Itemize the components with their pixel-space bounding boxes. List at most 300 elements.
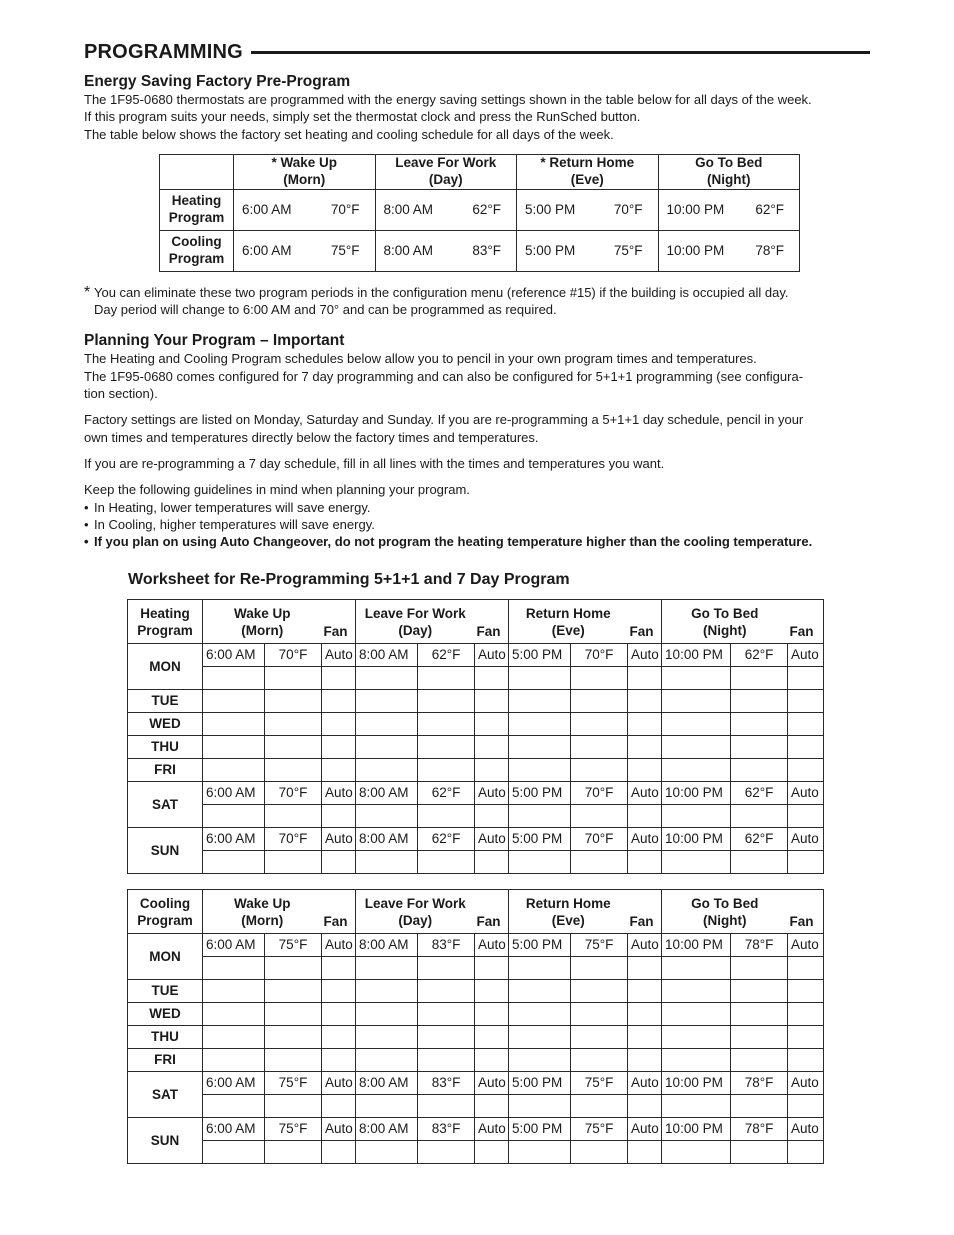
temp-cell — [731, 690, 788, 713]
blank-cell — [265, 1141, 322, 1164]
fan-cell — [322, 690, 356, 713]
blank-cell — [322, 851, 356, 874]
blank-cell — [628, 1141, 662, 1164]
day-label: MON — [128, 934, 203, 980]
worksheet-row — [128, 980, 824, 1003]
fan-cell — [628, 980, 662, 1003]
temp-cell: 70°F — [265, 644, 322, 667]
factory-row-label: Heating Program — [160, 189, 234, 230]
cooling-worksheet-table — [127, 889, 824, 1164]
temp-cell — [265, 690, 322, 713]
time-cell — [356, 1026, 418, 1049]
blank-cell — [509, 957, 571, 980]
factory-time-cell: 5:00 PM — [517, 189, 588, 230]
time-cell — [662, 759, 731, 782]
blank-cell — [788, 1095, 824, 1118]
temp-cell: 75°F — [571, 1118, 628, 1141]
program-label-cell: Cooling Program — [128, 890, 203, 934]
day-label: FRI — [128, 1049, 203, 1072]
time-cell: 8:00 AM — [356, 1072, 418, 1095]
energy-heading: Energy Saving Factory Pre-Program — [84, 73, 351, 90]
blank-cell — [475, 1141, 509, 1164]
worksheet-row — [128, 782, 824, 805]
day-label: FRI — [128, 759, 203, 782]
temp-cell: 78°F — [731, 934, 788, 957]
temp-cell: 62°F — [731, 782, 788, 805]
time-cell — [203, 1049, 265, 1072]
blank-cell — [662, 851, 731, 874]
time-cell: 6:00 AM — [203, 828, 265, 851]
temp-cell — [418, 1049, 475, 1072]
blank-cell — [571, 667, 628, 690]
factory-header-row — [160, 154, 800, 189]
blank-cell — [322, 1141, 356, 1164]
blank-cell — [475, 667, 509, 690]
blank-cell — [265, 1095, 322, 1118]
time-cell: 5:00 PM — [509, 644, 571, 667]
blank-cell — [418, 1141, 475, 1164]
temp-cell — [265, 736, 322, 759]
guideline-item: • In Heating, lower temperatures will save energy. — [84, 499, 371, 515]
time-cell: 5:00 PM — [509, 1118, 571, 1141]
temp-cell — [418, 1026, 475, 1049]
blank-cell — [322, 805, 356, 828]
fan-header: Fan — [322, 890, 356, 934]
blank-cell — [509, 851, 571, 874]
temp-cell — [265, 713, 322, 736]
factory-header-return: * Return Home (Eve) — [517, 154, 659, 189]
factory-temp-cell: 62°F — [729, 189, 800, 230]
fan-cell: Auto — [628, 934, 662, 957]
time-cell: 6:00 AM — [203, 934, 265, 957]
worksheet-title: Worksheet for Re-Programming 5+1+1 and 7 Day Program — [128, 571, 570, 589]
worksheet-row — [128, 644, 824, 667]
temp-cell: 75°F — [265, 1072, 322, 1095]
factory-program-table — [159, 154, 800, 272]
fan-cell — [788, 736, 824, 759]
factory-time-cell: 6:00 AM — [234, 189, 305, 230]
time-cell — [662, 713, 731, 736]
temp-cell — [571, 736, 628, 759]
factory-time-cell: 8:00 AM — [375, 189, 446, 230]
time-cell — [509, 690, 571, 713]
temp-cell: 83°F — [418, 1118, 475, 1141]
blank-cell — [203, 805, 265, 828]
time-cell: 8:00 AM — [356, 782, 418, 805]
time-cell — [203, 713, 265, 736]
blank-cell — [731, 1141, 788, 1164]
blank-cell — [322, 667, 356, 690]
time-cell — [203, 1026, 265, 1049]
temp-cell: 75°F — [571, 1072, 628, 1095]
worksheet-row — [128, 713, 824, 736]
fan-cell: Auto — [788, 934, 824, 957]
temp-cell — [265, 1049, 322, 1072]
blank-cell — [356, 851, 418, 874]
planning-heading: Planning Your Program – Important — [84, 332, 345, 350]
blank-cell — [788, 667, 824, 690]
blank-cell — [475, 1095, 509, 1118]
period-header: Go To Bed (Night) — [662, 890, 788, 934]
day-label: SAT — [128, 1072, 203, 1118]
day-label: SAT — [128, 782, 203, 828]
time-cell — [356, 736, 418, 759]
time-cell — [356, 980, 418, 1003]
worksheet-row — [128, 828, 824, 851]
temp-cell: 70°F — [265, 782, 322, 805]
fan-cell — [475, 1049, 509, 1072]
fan-cell — [628, 736, 662, 759]
fan-cell — [475, 759, 509, 782]
blank-cell — [731, 805, 788, 828]
energy-line: If this program suits your needs, simply set the thermostat clock and press the RunSched button. — [84, 109, 641, 125]
blank-cell — [731, 957, 788, 980]
factory-temp-cell: 75°F — [304, 230, 375, 271]
blank-cell — [203, 851, 265, 874]
blank-cell — [628, 1095, 662, 1118]
worksheet-blank-row — [128, 851, 824, 874]
blank-cell — [571, 1095, 628, 1118]
temp-cell — [571, 690, 628, 713]
fan-cell — [322, 1003, 356, 1026]
program-label-cell: Heating Program — [128, 600, 203, 644]
fan-header: Fan — [322, 600, 356, 644]
blank-cell — [475, 805, 509, 828]
day-label: MON — [128, 644, 203, 690]
blank-cell — [628, 805, 662, 828]
time-cell: 10:00 PM — [662, 934, 731, 957]
fan-cell — [788, 690, 824, 713]
worksheet-row — [128, 1118, 824, 1141]
blank-cell — [322, 957, 356, 980]
fan-cell — [628, 1003, 662, 1026]
period-header: Go To Bed (Night) — [662, 600, 788, 644]
day-label: TUE — [128, 980, 203, 1003]
worksheet-row — [128, 1072, 824, 1095]
temp-cell — [418, 1003, 475, 1026]
factory-time-cell: 6:00 AM — [234, 230, 305, 271]
blank-cell — [509, 667, 571, 690]
blank-cell — [662, 957, 731, 980]
blank-cell — [788, 1141, 824, 1164]
fan-cell: Auto — [322, 1072, 356, 1095]
temp-cell — [265, 1026, 322, 1049]
planning-text: Factory settings are listed on Monday, Saturday and Sunday. If you are re-programming a 5+1+1 day schedule, pencil in your — [84, 412, 804, 428]
footnote-line: You can eliminate these two program periods in the configuration menu (reference #15) if the building is occupied all day. — [94, 284, 789, 300]
time-cell: 6:00 AM — [203, 644, 265, 667]
temp-cell — [731, 1003, 788, 1026]
fan-cell — [788, 980, 824, 1003]
factory-row — [160, 189, 800, 230]
fan-cell — [628, 713, 662, 736]
day-label: WED — [128, 713, 203, 736]
time-cell — [662, 980, 731, 1003]
time-cell: 8:00 AM — [356, 828, 418, 851]
fan-cell: Auto — [628, 1072, 662, 1095]
fan-cell — [475, 713, 509, 736]
worksheet-row — [128, 1049, 824, 1072]
temp-cell — [731, 759, 788, 782]
blank-cell — [322, 1095, 356, 1118]
temp-cell: 70°F — [571, 782, 628, 805]
temp-cell: 70°F — [265, 828, 322, 851]
worksheet-row — [128, 1003, 824, 1026]
factory-header-bed: Go To Bed (Night) — [658, 154, 800, 189]
fan-cell: Auto — [475, 1072, 509, 1095]
factory-time-cell: 5:00 PM — [517, 230, 588, 271]
page-title: PROGRAMMING — [84, 40, 243, 63]
blank-cell — [203, 1095, 265, 1118]
temp-cell: 78°F — [731, 1118, 788, 1141]
time-cell — [356, 759, 418, 782]
temp-cell — [571, 1003, 628, 1026]
period-header: Leave For Work (Day) — [356, 890, 475, 934]
fan-cell: Auto — [322, 1118, 356, 1141]
day-label: THU — [128, 1026, 203, 1049]
fan-cell — [788, 1026, 824, 1049]
blank-cell — [418, 851, 475, 874]
guideline-item-warning: • If you plan on using Auto Changeover, do not program the heating temperature higher than the cooling temperature. — [84, 534, 813, 550]
fan-cell: Auto — [322, 828, 356, 851]
factory-corner-cell — [160, 154, 234, 189]
guideline-item: • In Cooling, higher temperatures will save energy. — [84, 516, 375, 532]
fan-cell — [788, 1049, 824, 1072]
factory-temp-cell: 83°F — [446, 230, 517, 271]
blank-cell — [788, 805, 824, 828]
blank-cell — [203, 1141, 265, 1164]
factory-temp-cell: 62°F — [446, 189, 517, 230]
factory-temp-cell: 75°F — [587, 230, 658, 271]
guideline-list — [84, 499, 870, 551]
time-cell — [662, 1026, 731, 1049]
worksheet-blank-row — [128, 1141, 824, 1164]
fan-cell — [628, 690, 662, 713]
factory-temp-cell: 70°F — [304, 189, 375, 230]
temp-cell: 78°F — [731, 1072, 788, 1095]
time-cell — [356, 1049, 418, 1072]
time-cell — [509, 1003, 571, 1026]
fan-header: Fan — [628, 600, 662, 644]
time-cell — [203, 980, 265, 1003]
period-header: Return Home (Eve) — [509, 890, 628, 934]
blank-cell — [418, 1095, 475, 1118]
day-label: SUN — [128, 1118, 203, 1164]
fan-header: Fan — [475, 600, 509, 644]
blank-cell — [662, 667, 731, 690]
fan-cell: Auto — [475, 644, 509, 667]
fan-cell: Auto — [788, 1072, 824, 1095]
temp-cell — [571, 1026, 628, 1049]
fan-cell: Auto — [788, 1118, 824, 1141]
blank-cell — [571, 851, 628, 874]
time-cell: 6:00 AM — [203, 1118, 265, 1141]
temp-cell — [418, 759, 475, 782]
factory-header-wake: * Wake Up (Morn) — [234, 154, 376, 189]
time-cell: 5:00 PM — [509, 934, 571, 957]
blank-cell — [628, 957, 662, 980]
blank-cell — [356, 957, 418, 980]
temp-cell — [265, 759, 322, 782]
blank-cell — [571, 957, 628, 980]
blank-cell — [356, 805, 418, 828]
blank-cell — [509, 805, 571, 828]
blank-cell — [731, 667, 788, 690]
time-cell — [662, 1049, 731, 1072]
blank-cell — [475, 851, 509, 874]
fan-header: Fan — [628, 890, 662, 934]
blank-cell — [731, 851, 788, 874]
planning-text: If you are re-programming a 7 day schedule, fill in all lines with the times and temperatures you want. — [84, 455, 665, 471]
temp-cell: 75°F — [265, 934, 322, 957]
fan-cell — [475, 980, 509, 1003]
fan-cell — [322, 736, 356, 759]
worksheet-header-row — [128, 890, 824, 934]
worksheet-blank-row — [128, 957, 824, 980]
blank-cell — [731, 1095, 788, 1118]
temp-cell — [418, 690, 475, 713]
time-cell: 6:00 AM — [203, 782, 265, 805]
temp-cell: 70°F — [571, 644, 628, 667]
energy-line: The table below shows the factory set heating and cooling schedule for all days of the week. — [84, 126, 614, 142]
factory-header-leave: Leave For Work (Day) — [375, 154, 517, 189]
day-label: SUN — [128, 828, 203, 874]
time-cell: 10:00 PM — [662, 1118, 731, 1141]
blank-cell — [509, 1141, 571, 1164]
time-cell — [662, 1003, 731, 1026]
blank-cell — [628, 667, 662, 690]
energy-line: The 1F95-0680 thermostats are programmed with the energy saving settings shown in the table below for all days of the week. — [84, 92, 812, 107]
period-header: Leave For Work (Day) — [356, 600, 475, 644]
time-cell — [203, 759, 265, 782]
fan-cell: Auto — [628, 782, 662, 805]
temp-cell: 83°F — [418, 934, 475, 957]
temp-cell — [418, 736, 475, 759]
time-cell — [203, 736, 265, 759]
manual-page — [84, 38, 870, 1164]
period-header: Return Home (Eve) — [509, 600, 628, 644]
factory-time-cell: 10:00 PM — [658, 230, 729, 271]
time-cell — [203, 690, 265, 713]
time-cell: 8:00 AM — [356, 934, 418, 957]
worksheet-row — [128, 934, 824, 957]
fan-cell — [475, 690, 509, 713]
time-cell — [509, 759, 571, 782]
temp-cell: 62°F — [418, 782, 475, 805]
fan-cell — [788, 1003, 824, 1026]
fan-header: Fan — [788, 600, 824, 644]
blank-cell — [265, 851, 322, 874]
fan-cell — [322, 713, 356, 736]
blank-cell — [628, 851, 662, 874]
blank-cell — [571, 805, 628, 828]
fan-cell: Auto — [628, 644, 662, 667]
time-cell — [356, 690, 418, 713]
temp-cell — [571, 1049, 628, 1072]
fan-cell: Auto — [788, 644, 824, 667]
blank-cell — [418, 805, 475, 828]
footnote — [84, 284, 870, 319]
fan-cell — [322, 759, 356, 782]
time-cell: 10:00 PM — [662, 828, 731, 851]
footnote-line: Day period will change to 6:00 AM and 70° and can be programmed as required. — [94, 302, 557, 318]
section-header — [84, 38, 870, 66]
worksheet-row — [128, 1026, 824, 1049]
blank-cell — [265, 957, 322, 980]
blank-cell — [265, 667, 322, 690]
day-label: THU — [128, 736, 203, 759]
temp-cell — [731, 713, 788, 736]
fan-cell: Auto — [322, 782, 356, 805]
worksheet-blank-row — [128, 667, 824, 690]
heating-worksheet-table — [127, 599, 824, 874]
time-cell — [509, 713, 571, 736]
blank-cell — [265, 805, 322, 828]
factory-row — [160, 230, 800, 271]
fan-cell: Auto — [322, 644, 356, 667]
fan-cell: Auto — [788, 828, 824, 851]
planning-text: The Heating and Cooling Program schedules below allow you to pencil in your own program times and temperatures. — [84, 351, 757, 367]
temp-cell — [731, 1026, 788, 1049]
fan-cell — [322, 980, 356, 1003]
footnote-star: * — [84, 283, 91, 301]
temp-cell — [418, 713, 475, 736]
blank-cell — [509, 1095, 571, 1118]
temp-cell: 75°F — [571, 934, 628, 957]
fan-cell: Auto — [322, 934, 356, 957]
planning-text: Keep the following guidelines in mind when planning your program. — [84, 482, 470, 498]
blank-cell — [356, 1141, 418, 1164]
worksheet-blank-row — [128, 1095, 824, 1118]
fan-cell — [628, 1026, 662, 1049]
blank-cell — [203, 957, 265, 980]
fan-header: Fan — [788, 890, 824, 934]
fan-cell: Auto — [788, 782, 824, 805]
factory-temp-cell: 78°F — [729, 230, 800, 271]
temp-cell: 75°F — [265, 1118, 322, 1141]
time-cell — [356, 1003, 418, 1026]
blank-cell — [571, 1141, 628, 1164]
fan-cell: Auto — [475, 1118, 509, 1141]
fan-header: Fan — [475, 890, 509, 934]
temp-cell — [571, 713, 628, 736]
blank-cell — [662, 1141, 731, 1164]
time-cell: 10:00 PM — [662, 782, 731, 805]
blank-cell — [788, 851, 824, 874]
blank-cell — [418, 957, 475, 980]
time-cell — [356, 713, 418, 736]
fan-cell — [788, 759, 824, 782]
time-cell: 6:00 AM — [203, 1072, 265, 1095]
factory-time-cell: 10:00 PM — [658, 189, 729, 230]
fan-cell: Auto — [628, 1118, 662, 1141]
temp-cell — [418, 980, 475, 1003]
temp-cell — [265, 1003, 322, 1026]
fan-cell — [475, 1003, 509, 1026]
planning-text: The 1F95-0680 comes configured for 7 day programming and can also be configured for 5+1+1 programming (see configura- — [84, 368, 804, 384]
fan-cell: Auto — [475, 782, 509, 805]
fan-cell — [322, 1049, 356, 1072]
fan-cell — [475, 1026, 509, 1049]
day-label: WED — [128, 1003, 203, 1026]
temp-cell: 83°F — [418, 1072, 475, 1095]
fan-cell: Auto — [475, 934, 509, 957]
worksheet-header-row — [128, 600, 824, 644]
temp-cell — [265, 980, 322, 1003]
day-label: TUE — [128, 690, 203, 713]
time-cell — [203, 1003, 265, 1026]
temp-cell — [571, 980, 628, 1003]
fan-cell — [628, 759, 662, 782]
